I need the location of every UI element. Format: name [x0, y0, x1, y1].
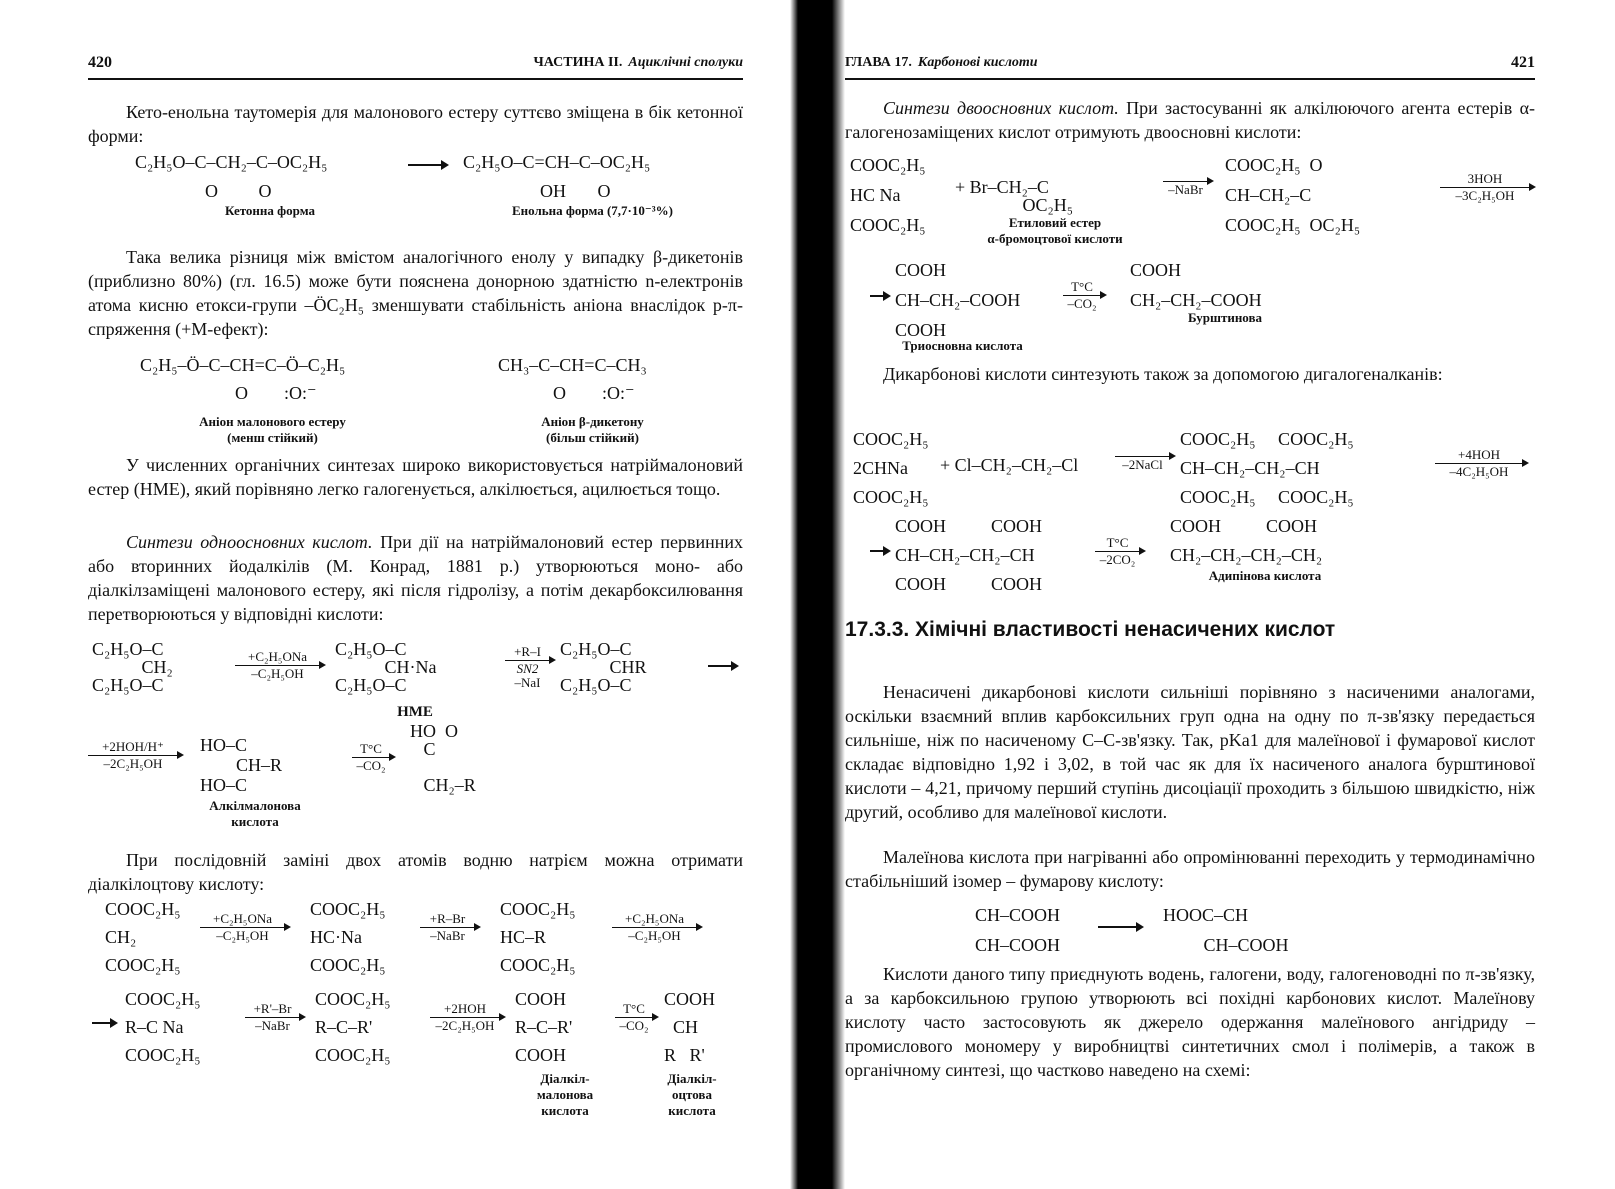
label-line: (менш стійкий)	[227, 430, 318, 445]
condition-top: +R–Br	[429, 911, 466, 926]
section-heading: 17.3.3. Хімічні властивості ненасичених кислот	[845, 618, 1336, 641]
sodium-malonic-ester: C₂H₅O–C CH·Na C₂H₅O–C	[335, 639, 437, 695]
paragraph: Ненасичені дикарбонові кислоти сильніші порівняно з насиченими аналогами, оскільки взаємний вплив карбоксильних груп одна на одну по π-зв'язку передається сильніше, ніж по насиченому С–С-зв'язку. Так, pKa1 для малеїнової і фумарової кислот складає відповідно 1,92 і 3,02, в той час як для їх насиченого аналога бурштинової кислоти – 4,21, причому перший ступінь дисоціації проходить з більшою швидкістю, ніж другий, особливо для малеїнової кислоти.	[845, 682, 1535, 822]
paragraph: Дикарбонові кислоти синтезують також за допомогою дигалогеналканів:	[883, 364, 1443, 384]
reaction-condition	[1435, 448, 1523, 479]
diketone-anion-formula: CH₃–C–CH=C–CH₃	[498, 355, 647, 375]
condition-bottom: –CO₂	[356, 758, 386, 773]
enol-formula: C₂H₅O–C=CH–C–OC₂H₅	[463, 152, 651, 172]
paragraph	[845, 96, 1535, 144]
reaction-arrow	[92, 1022, 112, 1024]
paragraph-title: Синтези двоосновних кислот.	[883, 98, 1119, 118]
reaction-arrow	[235, 665, 320, 666]
succinic-acid-label: Бурштинова	[1187, 310, 1263, 325]
ethyl-bromoacetate-label	[965, 215, 1145, 247]
condition-top: T°C	[360, 741, 382, 756]
left-page-header	[88, 52, 743, 80]
label-line: Алкілмалонова	[209, 798, 301, 813]
paragraph-body: При застосуванні як алкілюючого агента естерів α-галогенозаміщених кислот отримують двоосновні кислоти:	[845, 98, 1535, 142]
alkyl-malonic-ester: C₂H₅O–C CHR C₂H₅O–C	[560, 639, 647, 695]
enol-label: Енольна форма (7,7·10⁻³%)	[512, 203, 673, 218]
condition-top: T°C	[1106, 535, 1129, 550]
paragraph: Малеїнова кислота при нагріванні або опромінюванні переходить у термодинамічно стабільніший ізомер – фумарову кислоту:	[845, 847, 1535, 891]
paragraph	[88, 530, 743, 626]
reaction-condition	[612, 912, 697, 943]
sodium-malonic-ester: COOC₂H₅ HC Na COOC₂H₅	[850, 155, 926, 235]
condition-bottom: –C₂H₅OH	[628, 928, 681, 943]
dichloroethane: + Cl–CH₂–CH₂–Cl	[940, 455, 1079, 475]
condition-bottom: –2NaCl	[1122, 457, 1163, 472]
reaction-arrow	[612, 927, 697, 928]
label-line: кислота	[231, 814, 279, 829]
maleic-acid: CH–COOH CH–COOH	[975, 905, 1061, 955]
part-title: Ациклічні сполуки	[628, 55, 743, 70]
diketone-anion-oxygens: O :O:⁻	[553, 383, 635, 403]
condition-top: +C₂H₅ONa	[212, 911, 272, 926]
hme-label: НМЕ	[397, 704, 433, 720]
reaction-condition	[1063, 280, 1101, 311]
paragraph: Така велика різниця між вмістом аналогічного енолу у випадку β-дикетонів (приблизно 80%) (гл. 16.5) може бути пояснена донорною здатністю n-електронів атома кисню етокси-групи –ÖC₂H₅ зменшувати стабільність аніона внаслідок p-π-спряження (+M-ефект):	[88, 247, 743, 339]
reaction-arrow	[870, 550, 885, 552]
keto-oxygens: O O	[205, 181, 272, 201]
reaction-arrow	[88, 755, 178, 756]
reaction-condition	[1440, 172, 1530, 203]
paragraph-body: При дії на натріймалоновий естер первинних або вторинних йодалкілів (М. Конрад, 1881 р.) утворюються моно- або діалкілзаміщені малонового естеру, які після гідролізу, а потім декарбоксилювання перетворюються у відповідні кислоти:	[88, 532, 743, 624]
label-line: α-бромоцтової кислоти	[987, 231, 1123, 246]
ethyl-bromoacetate: + Br–CH₂–C OC₂H₅	[955, 177, 1074, 215]
tricarboxylic-acid: COOH CH–CH₂–COOH COOH	[895, 260, 1021, 340]
condition-bottom: –4C₂H₅OH	[1449, 464, 1509, 479]
reaction-condition	[245, 1002, 300, 1033]
condition-bottom: –CO₂	[1067, 296, 1097, 311]
condition-top: +4HOH	[1458, 447, 1500, 462]
diketone-anion-label	[510, 414, 675, 446]
condition-top: +R–I	[514, 644, 541, 659]
dialkylmalonic-acid-label: Діалкіл- малонова кислота	[536, 1071, 594, 1118]
enol-oxygens: OH O	[540, 181, 611, 201]
dialkylmalonic-acid: COOH R–C–R' COOH	[515, 989, 573, 1065]
running-title	[845, 55, 1038, 71]
reaction-condition	[235, 650, 320, 681]
keto-formula: C₂H₅O–C–CH₂–C–OC₂H₅	[135, 152, 328, 172]
reaction-condition	[420, 912, 475, 943]
part-label: ЧАСТИНА II.	[533, 55, 623, 70]
label-line: (більш стійкий)	[546, 430, 639, 445]
right-page-header	[845, 52, 1535, 80]
alkylmalonic-acid: HO–C CH–R HO–C	[200, 735, 283, 795]
reaction-condition	[88, 740, 178, 771]
reaction-arrow	[1435, 463, 1523, 464]
succinic-acid: COOH CH₂–CH₂–COOH	[1130, 260, 1262, 310]
dialkyl-malonate: COOC₂H₅ R–C–R' COOC₂H₅	[315, 989, 391, 1065]
page-number: 420	[88, 54, 112, 71]
carboxylic-acid-product: HO O C CH₂–R	[410, 721, 476, 795]
reaction-arrow	[1063, 295, 1101, 296]
reaction-arrow	[420, 927, 475, 928]
condition-top: +C₂H₅ONa	[624, 911, 684, 926]
alkyl-sodium-malonate: COOC₂H₅ R–C Na COOC₂H₅	[125, 989, 201, 1065]
left-page	[0, 0, 790, 1189]
alkylmalonic-acid-label	[200, 798, 310, 830]
diethyl-malonate: COOC₂H₅ CH₂ COOC₂H₅	[105, 899, 181, 975]
condition-bottom: –2CO₂	[1099, 552, 1136, 567]
paragraph-title: Синтези одноосновних кислот.	[126, 532, 373, 552]
dialkylacetic-acid: COOH CH R R'	[664, 989, 716, 1065]
alkyl-malonate: COOC₂H₅ HC–R COOC₂H₅	[500, 899, 576, 975]
sodium-malonate: COOC₂H₅ HC·Na COOC₂H₅	[310, 899, 386, 975]
reaction-arrow	[505, 660, 550, 661]
condition-bottom: –CO₂	[619, 1018, 649, 1033]
condition-top: T°C	[623, 1001, 645, 1016]
condition-top: +R'–Br	[253, 1001, 292, 1016]
condition-top: +2HOH/H⁺	[102, 739, 164, 754]
condition-bottom: –2C₂H₅OH	[103, 756, 163, 771]
triester: COOC₂H₅ O CH–CH₂–C COOC₂H₅ OC₂H₅	[1225, 155, 1361, 235]
malonic-anion-oxygens: O :O:⁻	[235, 383, 317, 403]
condition-top: 3HOH	[1467, 171, 1503, 186]
book-spine	[782, 0, 845, 1189]
tetracarboxylic-acid: COOH COOH CH–CH₂–CH₂–CH COOH COOH	[895, 516, 1043, 594]
malonic-anion-label	[170, 414, 375, 446]
tricarboxylic-acid-label: Триосновна кислота	[902, 338, 1023, 353]
reaction-arrow	[245, 1017, 300, 1018]
chapter-title: Карбонові кислоти	[917, 55, 1038, 70]
fumaric-acid: HOOC–CH CH–COOH	[1163, 905, 1289, 955]
condition-top: T°C	[1071, 279, 1093, 294]
reaction-arrow	[708, 665, 733, 667]
adipic-acid: COOH COOH CH₂–CH₂–CH₂–CH₂	[1170, 516, 1323, 565]
reaction-arrow	[1098, 926, 1138, 928]
condition-bottom: –NaBr	[1168, 182, 1203, 197]
equilibrium-arrow	[408, 164, 443, 166]
reaction-condition	[1095, 536, 1140, 567]
condition-top: +C₂H₅ONa	[247, 649, 307, 664]
condition-bottom: –C₂H₅OH	[251, 666, 304, 681]
paragraph: Кислоти даного типу приєднують водень, галогени, воду, галогеноводні по π-зв'язку, а за карбоксильною групою утворюють всі похідні карбонових кислот. Малеїнову кислоту часто застосовують як джерело одержання малеїнового ангідриду – промислового мономеру у виробництві синтетичних смол і полімерів, а також в органічному синтезі, що частково наведено на схемі:	[845, 964, 1535, 1080]
paragraph: При послідовній заміні двох атомів водню натрієм можна отримати діалкілоцтову кислоту:	[88, 850, 743, 894]
reaction-condition	[505, 645, 550, 690]
reaction-condition	[200, 912, 285, 943]
reaction-arrow	[1163, 181, 1208, 182]
running-title	[533, 55, 743, 71]
label-line: Аніон β-дикетону	[541, 414, 644, 429]
condition-bottom: –2C₂H₅OH	[435, 1018, 495, 1033]
label-line: Етиловий естер	[1008, 215, 1102, 230]
reaction-arrow	[200, 927, 285, 928]
malonic-anion-formula: C₂H₅–Ö–C–CH=C–Ö–C₂H₅	[140, 355, 346, 375]
dialkylacetic-acid-label: Діалкіл- оцтова кислота	[667, 1071, 717, 1118]
chapter-label: ГЛАВА 17.	[845, 55, 912, 70]
tetraester: COOC₂H₅ COOC₂H₅ CH–CH₂–CH₂–CH COOC₂H₅ COOC₂H₅	[1180, 429, 1354, 507]
right-page	[845, 0, 1615, 1189]
label-line: Аніон малонового естеру	[199, 414, 346, 429]
sodium-malonic-ester-2: COOC₂H₅ 2CHNa COOC₂H₅	[853, 429, 929, 507]
condition-bottom: –3C₂H₅OH	[1455, 188, 1515, 203]
reaction-condition	[615, 1002, 653, 1033]
paragraph: У численних органічних синтезах широко використовується натріймалоновий естер (НМЕ), який порівняно легко галогенується, алкілюється, ацилюється тощо.	[88, 455, 743, 499]
reaction-arrow	[870, 295, 885, 297]
condition-bottom: –C₂H₅OH	[216, 928, 269, 943]
reaction-condition	[1115, 455, 1170, 472]
reaction-arrow	[430, 1017, 500, 1018]
condition-bottom: –NaBr	[430, 928, 465, 943]
reaction-arrow	[1440, 187, 1530, 188]
keto-label: Кетонна форма	[225, 203, 315, 218]
reaction-arrow	[1095, 551, 1140, 552]
reaction-condition	[352, 742, 390, 773]
malonic-ester: C₂H₅O–C CH₂ C₂H₅O–C	[92, 639, 173, 695]
reaction-arrow	[352, 757, 390, 758]
reaction-condition	[1163, 180, 1208, 197]
paragraph: Кето-енольна таутомерія для малонового естеру суттєво зміщена в бік кетонної форми:	[88, 102, 743, 146]
adipic-acid-label: Адипінова кислота	[1208, 568, 1322, 583]
condition-top: +2HOH	[444, 1001, 486, 1016]
page-number: 421	[1511, 54, 1535, 71]
reaction-condition	[430, 1002, 500, 1033]
condition-bottom: –NaI	[514, 675, 541, 690]
reaction-arrow	[1115, 456, 1170, 457]
reaction-arrow	[615, 1017, 653, 1018]
condition-mid: SN2	[516, 661, 539, 676]
condition-bottom: –NaBr	[255, 1018, 290, 1033]
